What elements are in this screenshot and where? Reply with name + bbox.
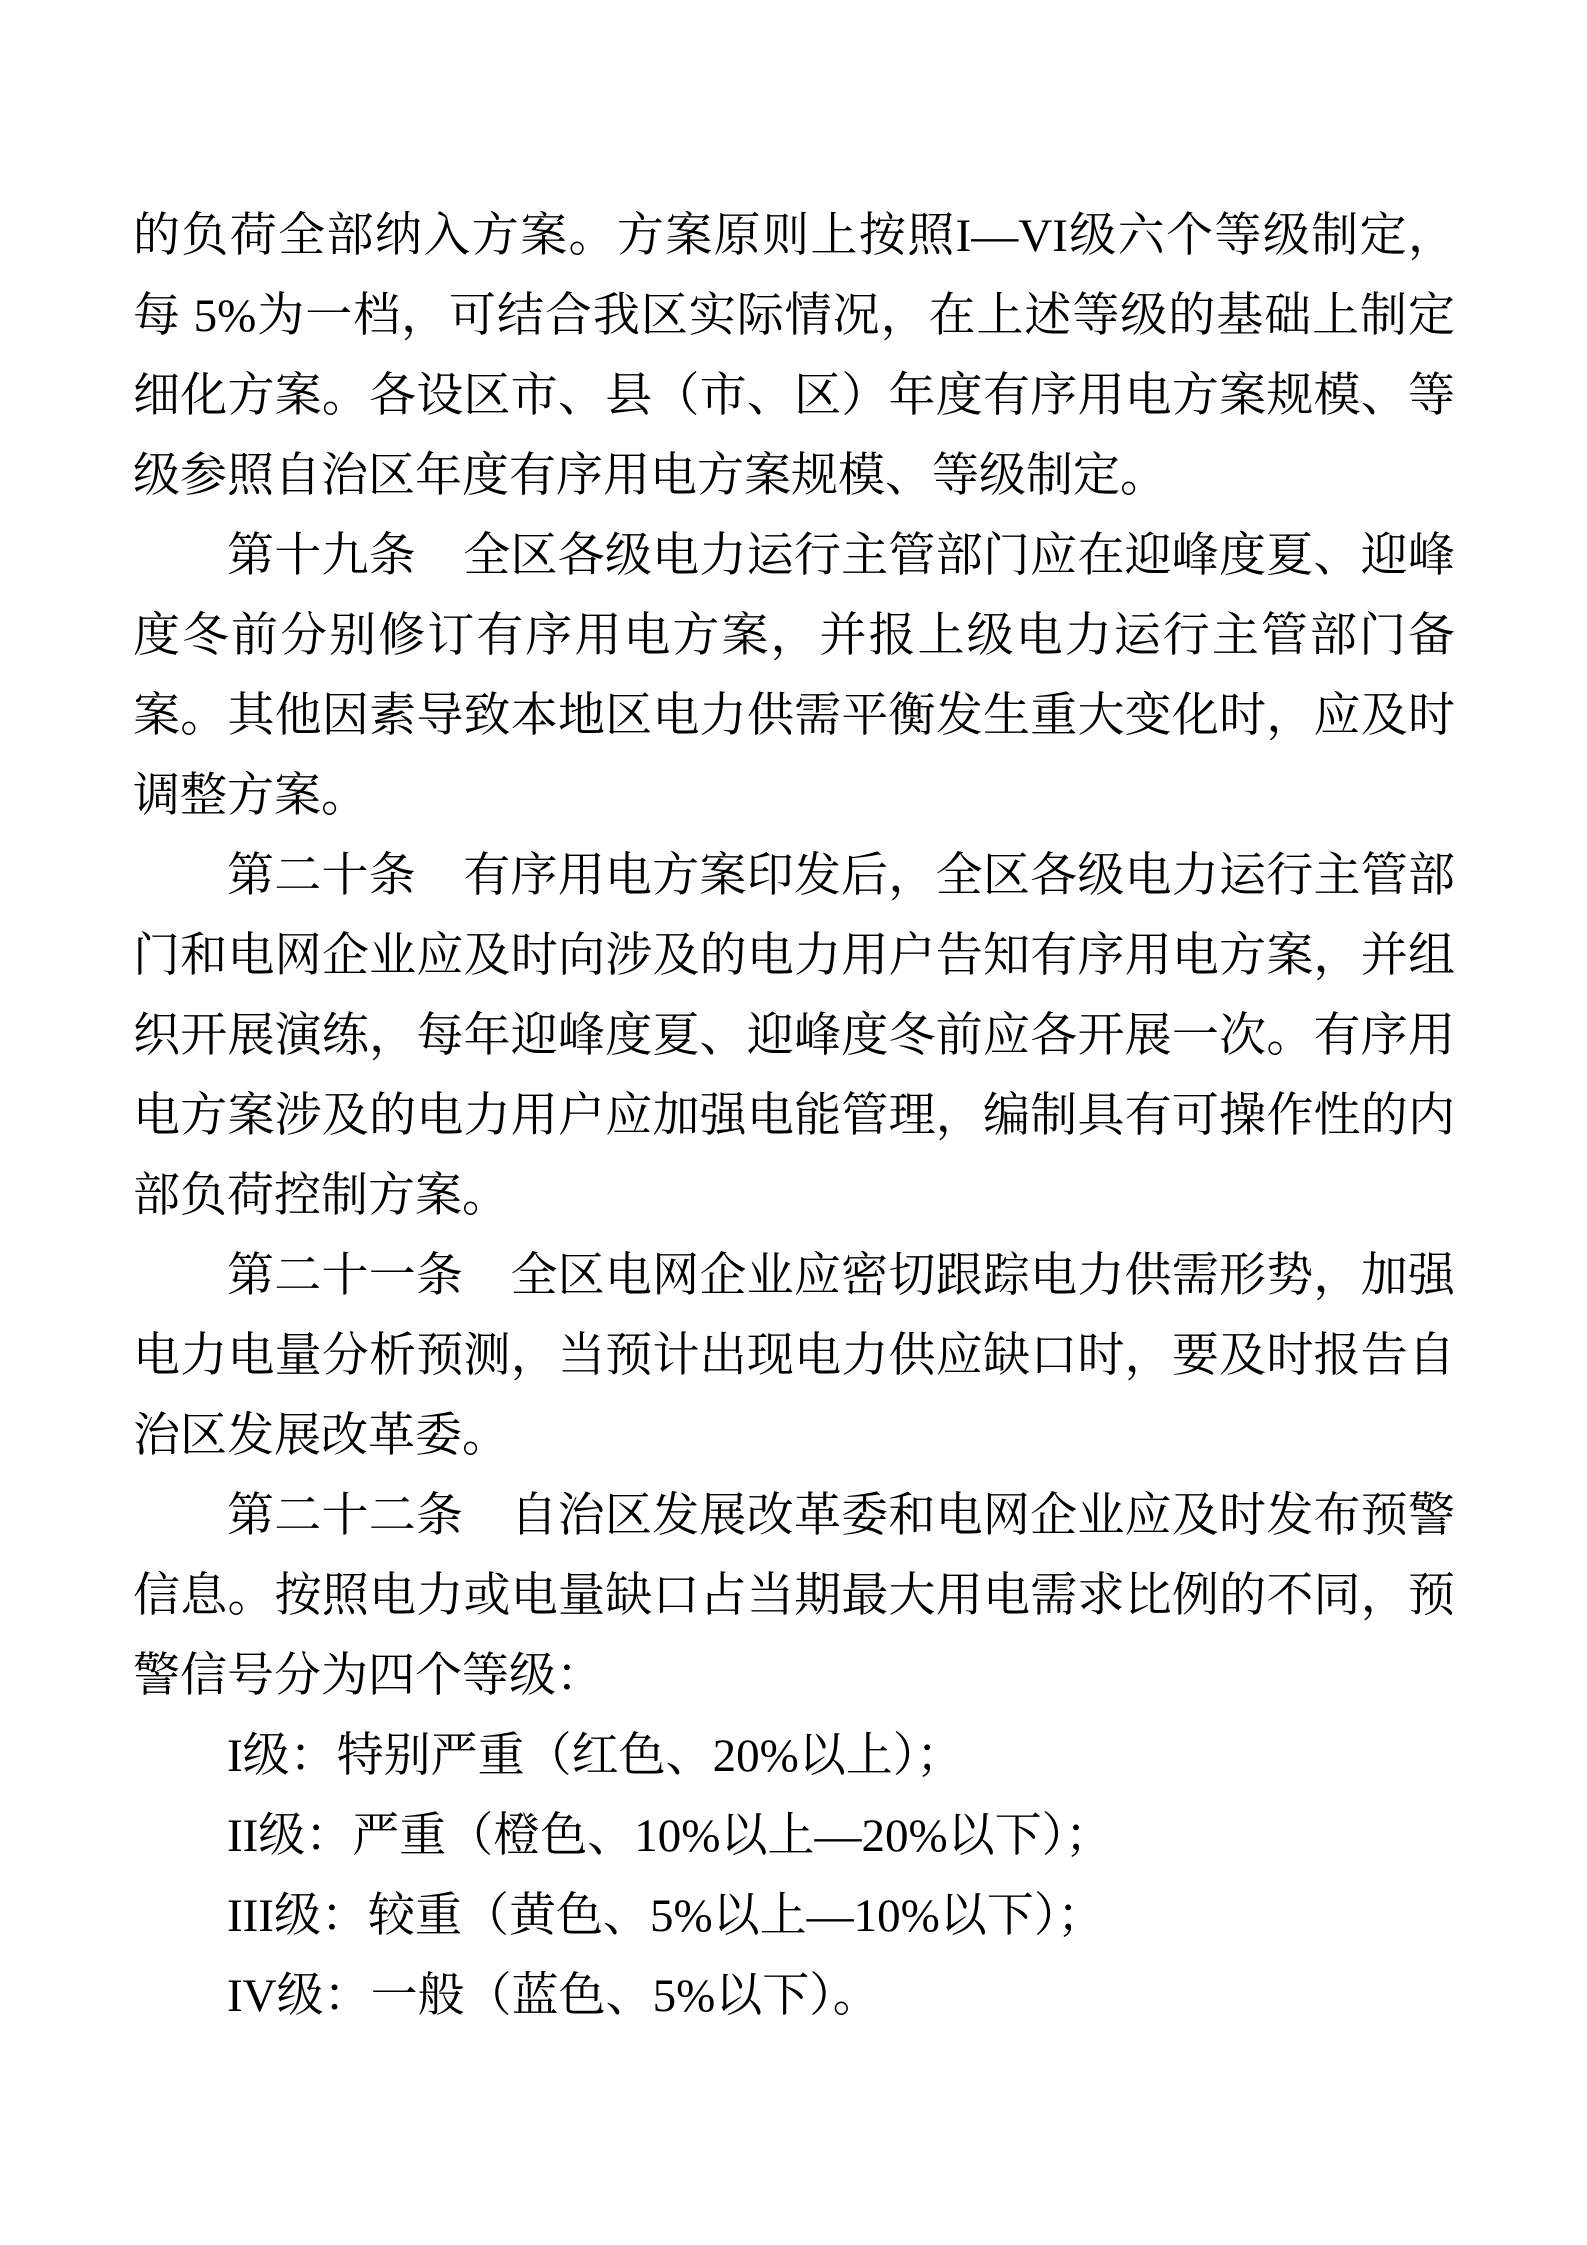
warning-level-3-line [133,1876,1455,1956]
paragraph-article-22 [133,1476,1455,1716]
paragraph-text: I级：特别严重（红色、20%以上）； [227,1730,964,1782]
paragraph-text: 全区电网企业应密切跟踪电力供需形势，加强电力电量分析预测，当预计出现电力供应缺口时，要及时报告自治区发展改革委。 [133,1250,1456,1462]
warning-level-4-line [133,1956,1455,2036]
article-number: 第十九条 [227,530,416,582]
paragraph-text: II级：严重（橙色、10%以上—20%以下）； [227,1810,1113,1862]
paragraph-text: 自治区发展改革委和电网企业应及时发布预警信息。按照电力或电量缺口占当期最大用电需求比例的不同，预警信号分为四个等级： [133,1490,1456,1702]
paragraph-text: 有序用电方案印发后，全区各级电力运行主管部门和电网企业应及时向涉及的电力用户告知有序用电方案，并组织开展演练，每年迎峰度夏、迎峰度冬前应各开展一次。有序用电方案涉及的电力用户应加强电能管理，编制具有可操作性的内部负荷控制方案。 [133,850,1456,1222]
paragraph-continuation [133,196,1455,516]
paragraph-text: 全区各级电力运行主管部门应在迎峰度夏、迎峰度冬前分别修订有序用电方案，并报上级电力运行主管部门备案。其他因素导致本地区电力供需平衡发生重大变化时，应及时调整方案。 [133,530,1456,822]
paragraph-article-21 [133,1236,1455,1476]
paragraph-article-20 [133,836,1455,1236]
paragraph-text: 的负荷全部纳入方案。方案原则上按照I—VI级六个等级制定，每 5%为一档，可结合我区实际情况，在上述等级的基础上制定细化方案。各设区市、县（市、区）年度有序用电方案规模、等级参照自治区年度有序用电方案规模、等级制定。 [133,210,1455,502]
warning-level-1-line [133,1716,1455,1796]
article-number: 第二十二条 [227,1490,464,1542]
document-body [133,196,1455,2036]
article-number: 第二十一条 [227,1250,464,1302]
article-number: 第二十条 [227,850,416,902]
warning-level-2-line [133,1796,1455,1876]
paragraph-article-19 [133,516,1455,836]
paragraph-text: III级：较重（黄色、5%以上—10%以下）； [227,1890,1105,1942]
paragraph-text: IV级：一般（蓝色、5%以下）。 [227,1970,880,2022]
